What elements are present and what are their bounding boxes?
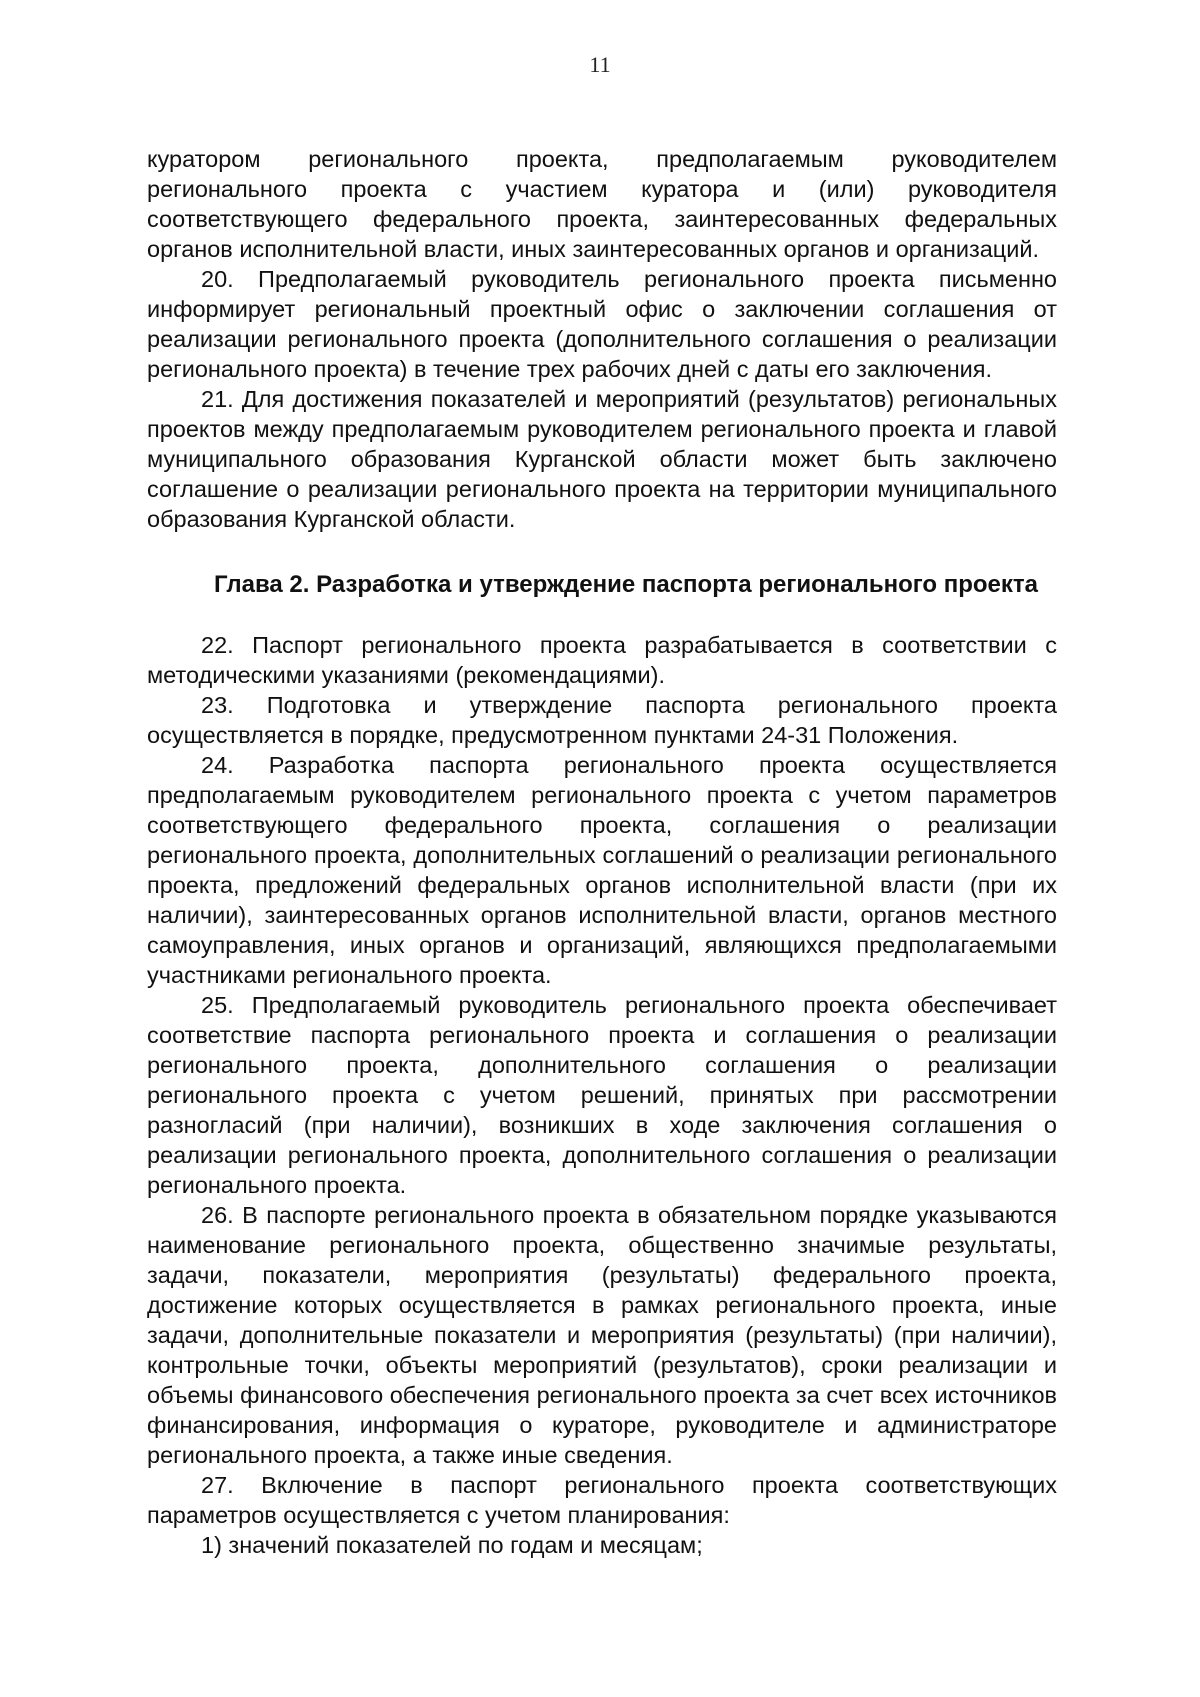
list-item-1: 1) значений показателей по годам и месяцам; — [201, 1532, 703, 1558]
paragraph-27: 27. Включение в паспорт регионального проекта соответствующих параметров осуществляется с учетом планирования: — [147, 1472, 1057, 1528]
chapter-heading: Глава 2. Разработка и утверждение паспорта регионального проекта — [213, 571, 1039, 598]
paragraph-21: 21. Для достижения показателей и мероприятий (результатов) региональных проектов между предполагаемым руководителем регионального проекта и главой муниципального образования Курганской области может быть заключено соглашение о реализации регионального проекта на территории муниципального образования Курганской области. — [147, 386, 1057, 532]
paragraph-20: 20. Предполагаемый руководитель регионального проекта письменно информирует региональный проектный офис о заключении соглашения от реализации регионального проекта (дополнительного соглашения о реализации регионального проекта) в течение трех рабочих дней с даты его заключения. — [147, 266, 1057, 382]
paragraph-23: 23. Подготовка и утверждение паспорта регионального проекта осуществляется в порядке, предусмотренном пунктами 24-31 Положения. — [147, 692, 1057, 748]
paragraph-25: 25. Предполагаемый руководитель регионального проекта обеспечивает соответствие паспорта регионального проекта и соглашения о реализации регионального проекта, дополнительного соглашения о реализации регионального проекта с учетом решений, принятых при рассмотрении разногласий (при наличии), возникших в ходе заключения соглашения о реализации регионального проекта, дополнительного соглашения о реализации регионального проекта. — [147, 992, 1057, 1198]
paragraph-22: 22. Паспорт регионального проекта разрабатывается в соответствии с методическими указаниями (рекомендациями). — [147, 632, 1057, 688]
paragraph-26: 26. В паспорте регионального проекта в обязательном порядке указываются наименование регионального проекта, общественно значимые результаты, задачи, показатели, мероприятия (результаты) федерального проекта, достижение которых осуществляется в рамках регионального проекта, иные задачи, дополнительные показатели и мероприятия (результаты) (при наличии), контрольные точки, объекты мероприятий (результатов), сроки реализации и объемы финансового обеспечения регионального проекта за счет всех источников финансирования, информация о кураторе, руководителе и администраторе регионального проекта, а также иные сведения. — [147, 1202, 1057, 1468]
document-body — [147, 144, 1057, 1560]
paragraph-continuation: куратором регионального проекта, предполагаемым руководителем регионального проекта с участием куратора и (или) руководителя соответствующего федерального проекта, заинтересованных федеральных органов исполнительной власти, иных заинтересованных органов и организаций. — [147, 146, 1057, 262]
page-number: 11 — [589, 52, 611, 77]
paragraph-24: 24. Разработка паспорта регионального проекта осуществляется предполагаемым руководителем регионального проекта с учетом параметров соответствующего федерального проекта, соглашения о реализации регионального проекта, дополнительных соглашений о реализации регионального проекта, предложений федеральных органов исполнительной власти (при их наличии), заинтересованных органов исполнительной власти, органов местного самоуправления, иных органов и организаций, являющихся предполагаемыми участниками регионального проекта. — [147, 752, 1057, 988]
